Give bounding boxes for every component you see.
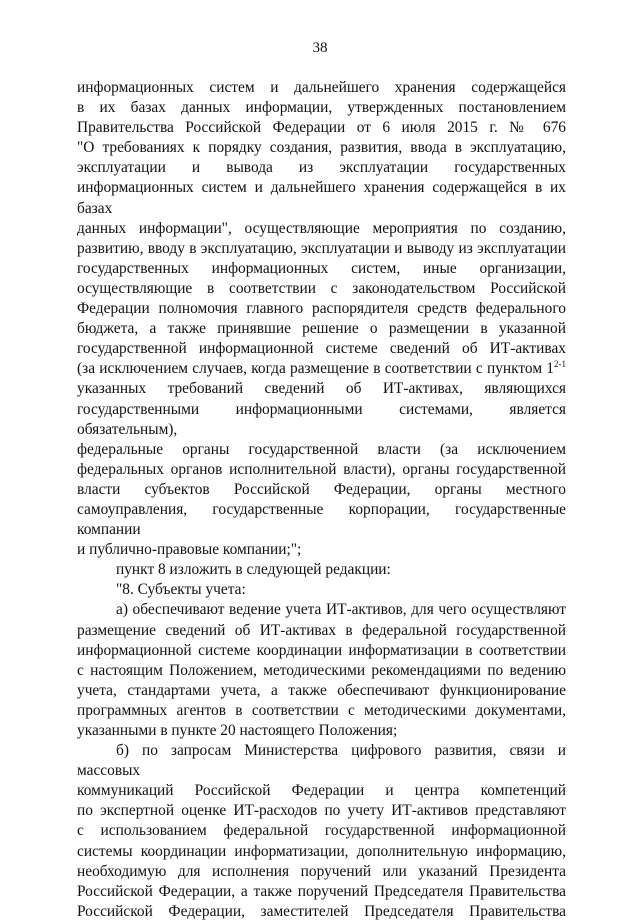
text-line-main: (за исключением случаев, когда размещение в соответствии с пунктом 1 xyxy=(77,360,554,378)
text-line: данных информации", осуществляющие мероприятия по созданию, xyxy=(77,219,566,237)
paragraph-subitem-a xyxy=(77,600,566,741)
text-line: государственной информационной системе сведений об ИТ-активах xyxy=(77,340,566,358)
document-body xyxy=(77,78,566,922)
paragraph-subitem-b xyxy=(77,741,566,922)
superscript-index: 2-1 xyxy=(554,359,566,370)
text-line: размещение сведений об ИТ-активах в федеральной государственной xyxy=(77,621,566,639)
text-line: указанными в пункте 20 настоящего Положения; xyxy=(77,722,398,739)
text-line: с настоящим Положением, методическими рекомендациями по ведению xyxy=(77,661,566,679)
text-line: самоуправления, государственные корпорации, государственные компании xyxy=(77,500,566,539)
paragraph-subjects-list xyxy=(77,78,566,560)
text-line: государственными информационными системами, является обязательным), xyxy=(77,400,566,438)
text-line: информационных систем и дальнейшего хранения содержащейся xyxy=(77,79,566,96)
text-line: информационных систем и дальнейшего хранения содержащейся в их базах xyxy=(77,179,566,217)
text-line: программных агентов в соответствии с методическими документами, xyxy=(77,701,566,719)
text-line: Российской Федерации, заместителей Председателя Правительства xyxy=(77,902,566,920)
text-line: необходимую для исполнения поручений или указаний Президента xyxy=(77,862,566,880)
text-line: Федерации полномочия главного распорядителя средств федерального xyxy=(77,300,566,318)
text-line: указанных требований сведений об ИТ-активах, являющихся xyxy=(77,380,566,398)
text-line: в их базах данных информации, утвержденных постановлением xyxy=(77,99,566,117)
text-line: и публично-правовые компании;"; xyxy=(77,541,302,559)
text-line: бюджета, а также принявшие решение о размещении в указанной xyxy=(77,320,566,338)
text-line: с использованием федеральной государственной информационной xyxy=(77,822,566,840)
text-line: системы координации информатизации, дополнительную информацию, xyxy=(77,842,566,860)
text-line: информационной системе координации информатизации в соответствии xyxy=(77,641,566,659)
text-line: эксплуатации и вывода из эксплуатации государственных xyxy=(77,159,566,177)
text-line: по экспертной оценке ИТ-расходов по учету ИТ-активов представляют xyxy=(77,802,566,820)
text-line: государственных информационных систем, иные организации, xyxy=(77,259,566,277)
text-line: развитию, вводу в эксплуатацию, эксплуатации и выводу из эксплуатации xyxy=(77,239,566,257)
text-line: а) обеспечивают ведение учета ИТ-активов, для чего осуществляют xyxy=(116,601,566,619)
paragraph-point-8-heading: "8. Субъекты учета: xyxy=(116,581,246,599)
paragraph-point-8-intro: пункт 8 изложить в следующей редакции: xyxy=(116,561,391,579)
text-line: "О требованиях к порядку создания, развития, ввода в эксплуатацию, xyxy=(77,139,566,157)
text-line: осуществляющие в соответствии с законодательством Российской xyxy=(77,279,566,297)
page-number: 38 xyxy=(312,40,328,56)
text-line: коммуникаций Российской Федерации и центра компетенций xyxy=(77,782,566,800)
text-line xyxy=(77,359,566,379)
text-line: федеральных органов исполнительной власти), органы государственной xyxy=(77,460,566,478)
text-line: б) по запросам Министерства цифрового развития, связи и массовых xyxy=(77,742,566,780)
text-line: федеральные органы государственной власти (за исключением xyxy=(77,440,566,458)
text-line: власти субъектов Российской Федерации, органы местного xyxy=(77,480,566,498)
text-line: учета, стандартами учета, а также обеспечивают функционирование xyxy=(77,681,566,699)
text-line: Правительства Российской Федерации от 6 июля 2015 г. № 676 xyxy=(77,119,566,137)
text-line: Российской Федерации, а также поручений Председателя Правительства xyxy=(77,882,566,900)
